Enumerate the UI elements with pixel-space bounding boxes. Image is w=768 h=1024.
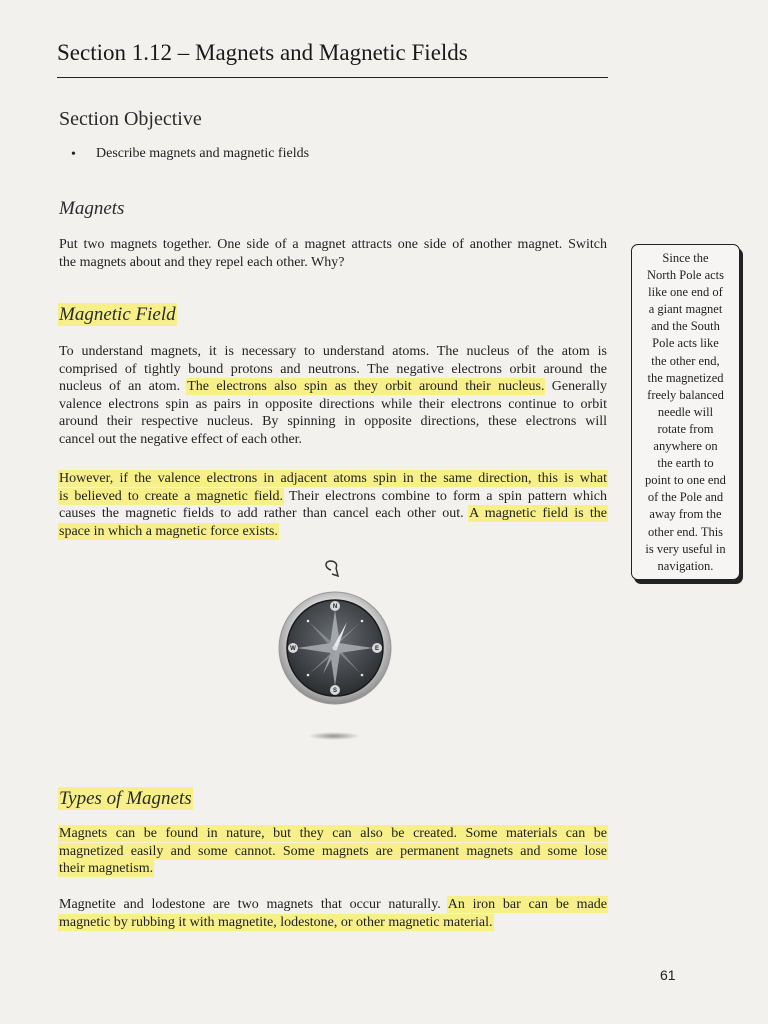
compass-label-e: E <box>374 646 380 652</box>
sidebar-line: North Pole acts <box>646 268 725 283</box>
highlighted-text: The electrons also spin as they orbit around their nucleus. <box>187 379 545 394</box>
text-run: Magnetite and lodestone are two magnets that occur naturally. <box>59 897 448 912</box>
text-line <box>59 470 607 488</box>
highlighted-text: An iron bar can be made <box>447 897 607 912</box>
text-line: valence electrons spin as pairs in opposite directions while their electrons continue to orbit <box>59 396 607 412</box>
compass-label-s: S <box>332 688 338 694</box>
page-number: 61 <box>660 967 676 983</box>
text-run: causes the magnetic fields to add rather than cancel each other out. <box>59 506 470 521</box>
text-line <box>59 860 607 878</box>
heading-text: Magnetic Field <box>59 304 176 325</box>
heading-text: Types of Magnets <box>59 788 192 809</box>
highlighted-text: is believed to create a magnetic field. <box>59 488 284 504</box>
highlighted-text: magnetic by rubbing it with magnetite, lodestone, or other magnetic material. <box>59 914 493 930</box>
sidebar-line: point to one end <box>645 473 726 488</box>
types-paragraph-1 <box>59 825 607 878</box>
sidebar-line: the magnetized <box>647 370 724 385</box>
magnets-heading: Magnets <box>59 198 125 219</box>
text-line <box>59 896 607 914</box>
sidebar-line: is very useful in <box>645 541 726 556</box>
sidebar-line: anywhere on <box>653 439 718 454</box>
magnetic-field-heading <box>59 304 176 326</box>
highlighted-text: However, if the valence electrons in adjacent atoms spin in the same direction, this is what <box>59 471 607 486</box>
magnetic-field-paragraph-2 <box>59 470 607 540</box>
sidebar-line: Since the <box>662 251 709 265</box>
text-line: the magnets about and they repel each other. Why? <box>59 254 345 270</box>
text-line: comprised of tightly bound protons and neutrons. The negative electrons orbit around the <box>59 361 607 377</box>
sidebar-line: needle will <box>657 404 714 419</box>
sidebar-line: the earth to <box>657 456 714 471</box>
sidebar-line: like one end of <box>648 285 723 300</box>
text-line <box>59 505 607 523</box>
magnets-paragraph <box>59 236 607 271</box>
compass-label-w: W <box>290 646 296 652</box>
text-line <box>59 843 607 861</box>
objective-item: Describe magnets and magnetic fields <box>96 146 310 161</box>
sidebar-line: rotate from <box>657 421 714 436</box>
highlighted-text: their magnetism. <box>59 861 154 876</box>
highlighted-text: space in which a magnetic force exists. <box>59 523 278 539</box>
text-line <box>59 523 607 541</box>
sidebar-line: of the Pole and <box>647 490 724 505</box>
highlighted-text: magnetized easily and some cannot. Some magnets are permanent magnets and some lose <box>59 843 607 859</box>
bullet-marker: • <box>71 147 76 162</box>
text-run: Generally <box>544 379 607 394</box>
text-line: around their respective nucleus. By spinning in opposite directions, these electrons will <box>59 414 607 429</box>
compass-ring-icon <box>326 561 338 576</box>
text-run: Their electrons combine to form a spin pattern which <box>283 488 607 504</box>
text-line <box>59 914 607 932</box>
sidebar-line: away from the <box>649 507 722 522</box>
section-title: Section 1.12 – Magnets and Magnetic Fields <box>57 40 468 65</box>
compass-shadow <box>308 732 360 740</box>
objective-heading: Section Objective <box>59 108 202 130</box>
text-line <box>59 488 607 506</box>
sidebar-note <box>631 244 740 580</box>
text-line: Put two magnets together. One side of a magnet attracts one side of another magnet. Switch <box>59 237 607 252</box>
sidebar-line: freely balanced <box>647 387 724 402</box>
sidebar-line: Pole acts like <box>652 336 719 351</box>
highlighted-text: A magnetic field is the <box>469 506 607 521</box>
compass-illustration <box>272 558 402 748</box>
types-paragraph-2 <box>59 896 607 931</box>
sidebar-line: the other end, <box>651 353 720 368</box>
highlighted-text: Magnets can be found in nature, but they can also be created. Some materials can be <box>59 826 607 841</box>
text-run: nucleus of an atom. <box>59 379 188 394</box>
magnetic-field-paragraph-1 <box>59 343 607 448</box>
text-line: cancel out the negative effect of each other. <box>59 431 303 447</box>
text-line <box>59 825 607 843</box>
sidebar-line: and the South <box>651 319 720 334</box>
compass-label-n: N <box>332 604 338 610</box>
types-heading <box>59 788 192 810</box>
sidebar-line: other end. This <box>647 524 724 539</box>
text-line <box>59 378 607 396</box>
text-line: To understand magnets, it is necessary to understand atoms. The nucleus of the atom is <box>59 344 607 359</box>
sidebar-line: navigation. <box>657 558 714 573</box>
sidebar-line: a giant magnet <box>648 302 723 317</box>
title-rule <box>57 77 608 78</box>
